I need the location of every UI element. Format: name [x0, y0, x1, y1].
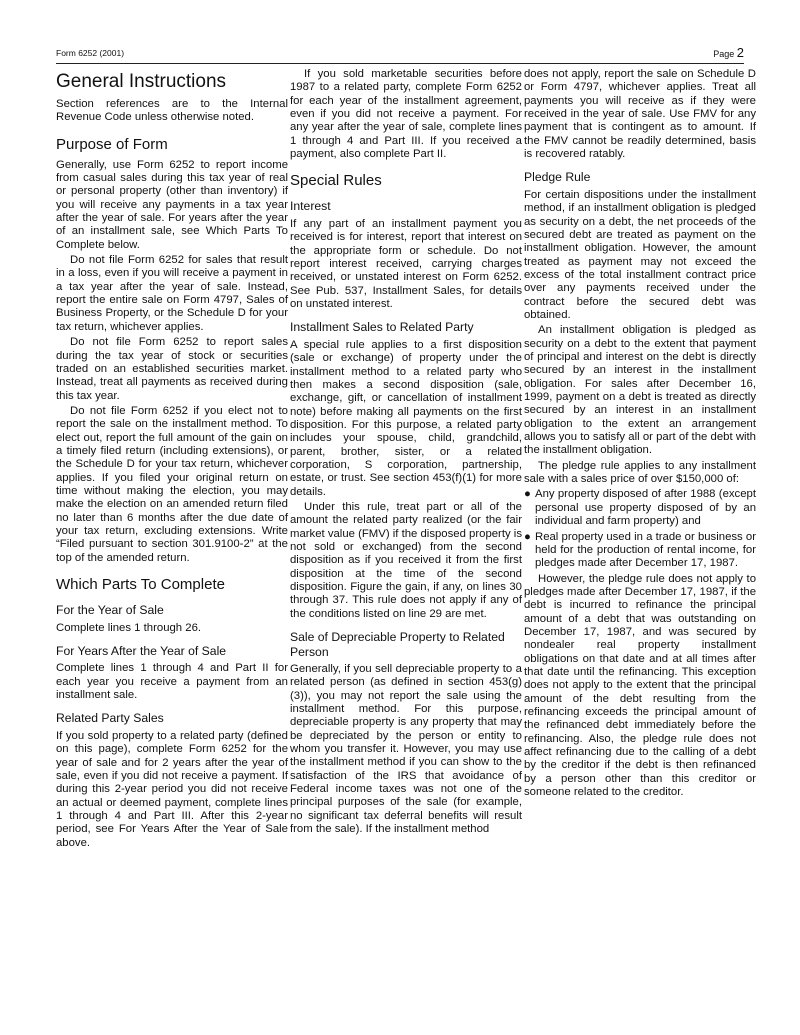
year-of-sale-heading: For the Year of Sale [56, 603, 164, 617]
bullet-text-1: Any property disposed of after 1988 (except personal use property disposed of by an individual and farm property) and [535, 488, 756, 528]
bullet-item-1 [524, 488, 756, 528]
installment-related-party-paragraph-2: Under this rule, treat part or all of the amount the related party realized (or the fair market value (FMV) if the disposed property is not sold or exchanged) from the second disposition as if you received it from the first disposition at the time of the second disposition. Figure the gain, if any, on lines 30 through 37. This rule does not apply if any of the conditions listed on line 29 are met. [290, 500, 523, 620]
column-1 [56, 68, 288, 850]
installment-related-party-paragraph-1: A special rule applies to a first disposition (sale or exchange) of property under the installment method to a related party who then makes a second disposition (sale, exchange, gift, or cancellation of installment note) before making all payments on the first disposition. For this purpose, a related party includes your spouse, child, grandchild, parent, brother, sister, or a related corporation, S corporation, partnership, estate, or trust. See section 453(f)(1) for more details. [290, 338, 522, 498]
continued-text: does not apply, report the sale on Schedule D or Form 4797, whichever applies. Treat all payments you will receive as if they were received in the year of sale. Use FMV for any payment that is contingent as to amount. If the FMV cannot be readily determined, basis is recovered ratably. [524, 68, 756, 161]
purpose-paragraph-4: Do not file Form 6252 if you elect not to report the sale on the installment method. To elect out, report the full amount of the gain on a timely filed return (including extensions), or the Schedule D for your tax return, whichever applies. If you filed your original return on time without making the election, you may make the election on an amended return filed no later than 6 months after the due date of your tax return, excluding extensions. Write “Filed pursuant to section 301.9100-2” at the top of the amended return. [56, 404, 288, 564]
page-number: 2 [736, 45, 744, 60]
related-party-sales-text: If you sold property to a related party (defined on this page), complete Form 6252 for the year of sale and for 2 years after the year of sale, even if you did not receive a payment. If during this 2-year period you did not receive an actual or deemed payment, complete lines 1 through 4 and Part III. After this 2-year period, see For Years After the Year of Sale above. [56, 729, 288, 849]
interest-heading: Interest [290, 199, 331, 214]
years-after-heading: For Years After the Year of Sale [56, 643, 227, 658]
purpose-paragraph-1: Generally, use Form 6252 to report income from casual sales during this tax year of real or personal property (other than inventory) if you will receive any payments in a tax year after the year of sale. For years after the year of an installment sale, see Which Parts To Complete below. [56, 158, 288, 251]
interest-text: If any part of an installment payment you received is for interest, report that interest on the appropriate form or schedule. Do not report interest received, carrying charges received, or unstated interest on Form 6252. See Pub. 537, Installment Sales, for details on unstated interest. [290, 217, 522, 310]
special-rules-heading: Special Rules [290, 172, 382, 190]
purpose-paragraph-2: Do not file Form 6252 for sales that result in a loss, even if you will receive a payment in a tax year after the year of sale. Instead, report the entire sale on Form 4797, Sales of Business Property, or the Schedule D for your tax return, whichever applies. [56, 254, 288, 333]
bullet-item-2 [524, 531, 756, 571]
general-instructions-title: General Instructions [56, 71, 227, 92]
pledge-paragraph-2: An installment obligation is pledged as security on a debt to the extent that payment of principal and interest on the debt is directly secured by an interest in the installment obligation. For sales after December 16, 1999, payment on a debt is treated as directly secured by an interest in an installment obligation to the extent an arrangement allows you to satisfy all or part of the debt with the installment obligation. [524, 324, 756, 457]
bullet-icon: ● [524, 488, 531, 501]
pledge-paragraph-1: For certain dispositions under the installment method, if an installment obligation is pledged as security on a debt, the net proceeds of the secured debt are treated as payment on the installment obligation. However, the amount treated as payment may not exceed the excess of the total installment contract price over any payments received under the contract before the secured debt was obtained. [524, 188, 756, 321]
pledge-paragraph-4: However, the pledge rule does not apply to pledges made after December 17, 1987, if the debt is incurred to refinance the principal amount of a debt that was outstanding on December 17, 1987, and was secured by nondealer real property installment obligations on that date and at all times after that date until the refinancing. This exception does not apply to the extent that the principal amount of the debt resulting from the refinancing exceeds the principal amount of the refinanced debt immediately before the refinancing. Also, the pledge rule does not affect refinancing due to the calling of a debt by the creditor if the debt is then refinanced by a person other than this creditor or someone related to the creditor. [524, 572, 756, 799]
purpose-paragraph-3: Do not file Form 6252 to report sales during the tax year of stock or securities traded on an established securities market. Instead, treat all payments as received during this tax year. [56, 336, 288, 402]
bullet-icon: ● [524, 530, 531, 543]
marketable-securities-text: If you sold marketable securities before 1987 to a related party, complete Form 6252 for each year of the installment agreement, even if you did not receive a payment. For any year after the year of sale, complete lines 1 through 4 and Part III. If you received a payment, also complete Part II. [290, 68, 522, 161]
year-of-sale-text: Complete lines 1 through 26. [56, 621, 202, 634]
depreciable-property-heading: Sale of Depreciable Property to Related Person [290, 630, 505, 659]
form-id: Form 6252 (2001) [56, 48, 125, 58]
purpose-heading: Purpose of Form [56, 135, 168, 153]
pledge-paragraph-3: The pledge rule applies to any installment sale with a sales price of over $150,000 of: [524, 459, 756, 486]
intro-paragraph: Section references are to the Internal Revenue Code unless otherwise noted. [56, 98, 288, 124]
column-3 [524, 68, 756, 799]
page-indicator [713, 45, 744, 60]
page-header [56, 45, 744, 64]
years-after-text: Complete lines 1 through 4 and Part II for each year you receive a payment from an installment sale. [56, 662, 288, 702]
bullet-text-2: Real property used in a trade or business or held for the production of rental income, for pledges made after December 17, 1987. [535, 530, 756, 570]
which-parts-heading: Which Parts To Complete [56, 576, 225, 593]
page-label: Page [713, 49, 735, 59]
installment-related-party-heading: Installment Sales to Related Party [290, 320, 474, 335]
pledge-rule-heading: Pledge Rule [524, 170, 591, 185]
depreciable-property-text: Generally, if you sell depreciable property to a related person (as defined in section 453(g)(3)), you may not report the sale using the installment method. For this purpose, depreciable property is any property that may be depreciated by the person or entity to whom you transfer it. However, you may use the installment method if you can show to the satisfaction of the IRS that avoidance of Federal income taxes was not one of the principal purposes of the sale (for example, no significant tax deferral benefits will result from the sale). If the installment method [290, 663, 522, 836]
related-party-sales-heading: Related Party Sales [56, 711, 164, 726]
column-2 [290, 68, 522, 837]
